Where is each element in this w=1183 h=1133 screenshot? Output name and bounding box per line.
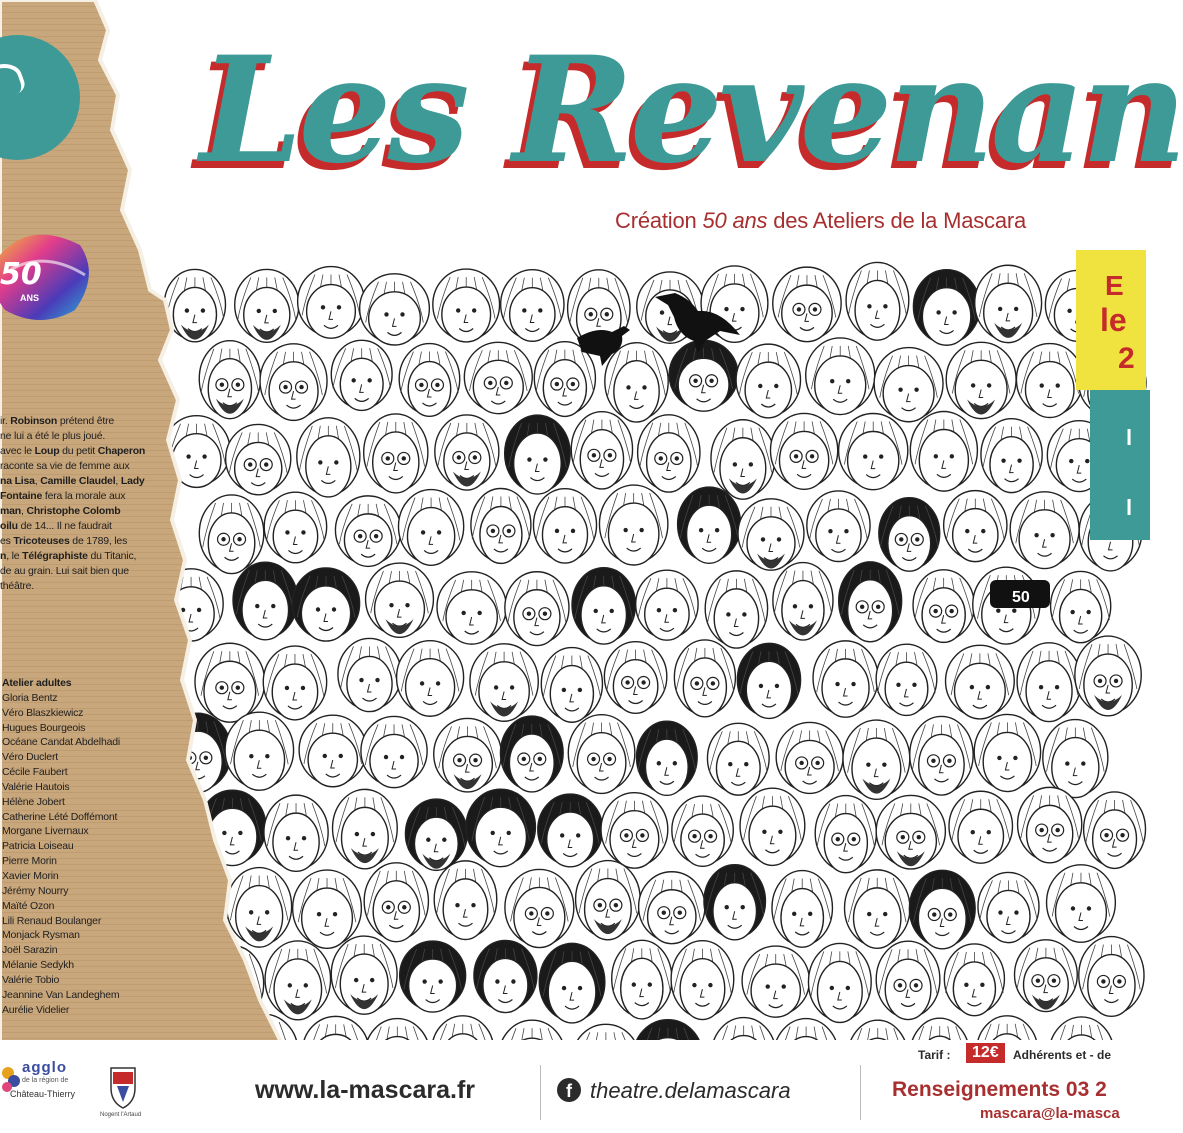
- face-drawing: [364, 414, 428, 493]
- face-drawing: [773, 563, 833, 640]
- cast-member: Lili Renaud Boulanger: [2, 914, 102, 927]
- face-drawing: [1017, 643, 1081, 722]
- face-drawing: [949, 791, 1013, 863]
- face-drawing: [843, 720, 910, 799]
- face-drawing: [400, 941, 466, 1012]
- face-drawing: [845, 870, 910, 948]
- face-drawing: [398, 490, 463, 566]
- badge-label: ANS: [20, 293, 40, 303]
- facebook-link[interactable]: theatre.delamascara: [590, 1078, 791, 1103]
- face-drawing: [740, 788, 805, 865]
- face-drawing: [397, 641, 464, 717]
- face-drawing: [1015, 940, 1078, 1012]
- face-drawing: [636, 721, 697, 795]
- face-drawing: [435, 415, 499, 490]
- face-drawing: [501, 270, 564, 342]
- face-drawing: [639, 872, 705, 944]
- face-drawing: [874, 348, 943, 422]
- face-drawing: [981, 419, 1042, 493]
- face-drawing: [361, 716, 427, 787]
- face-drawing: [807, 491, 870, 562]
- face-drawing: [1084, 792, 1146, 868]
- face-drawing: [331, 340, 392, 410]
- face-drawing: [806, 338, 875, 415]
- face-drawing: [879, 498, 940, 572]
- face-drawing: [1047, 865, 1116, 942]
- facebook-icon: f: [557, 1078, 581, 1102]
- face-drawing: [464, 342, 532, 413]
- face-drawing: [736, 344, 800, 418]
- face-drawing: [599, 485, 667, 565]
- face-drawing: [399, 344, 460, 417]
- face-drawing: [813, 641, 878, 717]
- cap-drawing: [990, 580, 1050, 608]
- face-drawing: [839, 562, 902, 642]
- divider: [860, 1065, 861, 1120]
- cast-list: [2, 676, 162, 1017]
- face-drawing: [946, 342, 1016, 418]
- contact-email[interactable]: mascara@la-masca: [980, 1105, 1120, 1122]
- face-drawing: [437, 572, 506, 644]
- crowd-illustration: [165, 250, 1133, 1060]
- face-drawing: [471, 488, 531, 563]
- face-drawing: [638, 415, 700, 492]
- face-drawing: [913, 570, 974, 643]
- face-drawing: [405, 799, 467, 870]
- face-drawing: [815, 796, 876, 873]
- face-drawing: [505, 869, 574, 947]
- date-teal-line-2: l: [1126, 495, 1133, 520]
- nogent-caption: Nogent l'Artaud: [100, 1112, 142, 1118]
- face-drawing: [913, 270, 979, 346]
- badge-number: 50: [0, 257, 42, 292]
- face-drawing: [876, 795, 945, 868]
- face-drawing: [772, 871, 832, 948]
- cast-member: Véro Duclert: [2, 751, 58, 764]
- face-drawing: [944, 944, 1004, 1016]
- face-drawing: [434, 718, 502, 792]
- face-drawing: [292, 568, 359, 641]
- face-drawing: [500, 716, 563, 792]
- face-drawing: [808, 943, 871, 1022]
- cast-member: Morgane Livernaux: [2, 825, 89, 838]
- face-drawing: [773, 267, 841, 342]
- website-link[interactable]: www.la-mascara.fr: [255, 1076, 476, 1104]
- cast-member: Aurélie Videlier: [2, 1003, 70, 1016]
- cast-member: Patricia Loiseau: [2, 840, 74, 853]
- agglo-logo: [0, 1059, 100, 1115]
- face-drawing: [876, 644, 937, 715]
- face-drawing: [293, 870, 362, 948]
- face-drawing: [776, 722, 843, 793]
- face-drawing: [335, 496, 400, 567]
- face-drawing: [974, 714, 1040, 791]
- tarif-label: Tarif :: [918, 1048, 951, 1062]
- cast-member: Maïté Ozon: [2, 899, 55, 912]
- face-drawing: [1051, 571, 1111, 642]
- show-title: Les Revenan: [200, 25, 1183, 196]
- cast-member: Gloria Bentz: [2, 691, 58, 704]
- cast-member: Cécile Faubert: [2, 766, 68, 779]
- cast-member: Véro Blaszkiewicz: [2, 706, 84, 719]
- cast-member: Monjack Rysman: [2, 929, 80, 942]
- face-drawing: [571, 412, 632, 489]
- face-drawing: [434, 861, 497, 940]
- agglo-city: Château-Thierry: [10, 1089, 76, 1099]
- cap-number: 50: [1012, 589, 1030, 606]
- face-drawing: [910, 716, 973, 795]
- face-drawing: [360, 274, 430, 345]
- face-drawing: [707, 723, 769, 795]
- cast-member: Valérie Hautois: [2, 780, 70, 793]
- cast-member: Jérémy Nourry: [2, 884, 69, 897]
- face-drawing: [338, 638, 401, 711]
- date-teal-line-1: l: [1126, 425, 1133, 450]
- face-drawing: [1043, 720, 1108, 798]
- face-drawing: [612, 940, 672, 1019]
- show-subtitle: Création 50 ans des Ateliers de la Mascara: [615, 208, 1027, 233]
- contact-phone: Renseignements 03 2: [892, 1078, 1107, 1101]
- face-drawing: [636, 570, 698, 640]
- face-drawing: [541, 648, 602, 723]
- face-drawing: [539, 943, 605, 1023]
- face-drawing: [568, 715, 635, 794]
- date-line-1: E: [1105, 270, 1124, 301]
- face-drawing: [704, 865, 766, 940]
- members-text: Adhérents et - de: [1013, 1048, 1112, 1062]
- agglo-brand: agglo: [22, 1059, 67, 1076]
- cast-member: Xavier Morin: [2, 869, 59, 882]
- face-drawing: [678, 487, 741, 563]
- face-drawing: [876, 941, 940, 1019]
- face-drawing: [466, 789, 536, 867]
- face-drawing: [366, 563, 434, 637]
- face-drawing: [297, 418, 360, 497]
- face-drawing: [946, 645, 1015, 719]
- face-drawing: [470, 644, 538, 721]
- face-drawing: [298, 267, 365, 339]
- cast-member: Hélène Jobert: [2, 795, 65, 808]
- cast-member: Hugues Bourgeois: [2, 721, 86, 734]
- face-drawing: [674, 640, 735, 717]
- cast-member: Jeannine Van Landeghem: [2, 988, 120, 1001]
- cast-member: Océane Candat Abdelhadi: [2, 736, 120, 749]
- face-drawing: [910, 412, 977, 492]
- face-drawing: [672, 796, 733, 866]
- face-drawing: [975, 265, 1042, 342]
- face-drawing: [604, 642, 666, 714]
- face-drawing: [533, 489, 596, 563]
- face-drawing: [944, 491, 1007, 562]
- face-drawing: [909, 870, 975, 948]
- face-drawing: [978, 872, 1039, 942]
- face-drawing: [1075, 636, 1141, 716]
- face-drawing: [433, 269, 500, 342]
- cast-member: Mélanie Sedykh: [2, 959, 74, 972]
- face-drawing: [737, 643, 800, 718]
- face-drawing: [839, 413, 908, 489]
- face-drawing: [705, 571, 767, 648]
- cast-member: Pierre Morin: [2, 855, 57, 868]
- face-drawing: [331, 936, 397, 1014]
- crow-icon: [572, 318, 642, 368]
- face-drawing: [671, 941, 734, 1020]
- face-drawing: [1016, 344, 1083, 418]
- nogent-crest: [100, 1062, 143, 1124]
- face-drawing: [474, 940, 537, 1012]
- crow-icon: [650, 285, 745, 355]
- face-drawing: [572, 568, 635, 644]
- date-line-3: 2: [1118, 342, 1135, 375]
- face-drawing: [505, 572, 569, 646]
- face-drawing: [576, 861, 641, 940]
- face-drawing: [770, 413, 837, 489]
- face-drawing: [738, 499, 804, 570]
- face-drawing: [711, 420, 775, 499]
- face-drawing: [505, 415, 571, 494]
- face-drawing: [742, 946, 809, 1017]
- face-drawing: [846, 262, 909, 340]
- face-drawing: [1010, 492, 1079, 569]
- anniversary-badge-icon: [0, 225, 100, 325]
- face-drawing: [1018, 787, 1082, 862]
- agglo-sub: de la région de: [22, 1077, 69, 1084]
- synopsis-text: ir. Robinson prétend être ne lui a été le plus joué. avec le Loup du petit Chaperon raconte sa vie de femme aux na Lisa, Camille Claudel, Lady Fontaine fera la morale aux man, Christophe Colomb oilu de 14... Il ne faudrait es Tricoteuses de 1789, les n, le Télégraphiste du Titanic, de au grain. Lui sait bien que théâtre.: [0, 415, 146, 592]
- face-drawing: [1079, 937, 1144, 1017]
- cast-member: Joël Sarazin: [2, 944, 58, 957]
- face-drawing: [299, 715, 366, 787]
- cast-member: Catherine Lété Doffémont: [2, 810, 118, 823]
- face-drawing: [333, 789, 398, 868]
- face-drawing: [364, 863, 428, 942]
- cast-member: Valérie Tobio: [2, 973, 60, 986]
- price-badge: 12€: [966, 1043, 1005, 1063]
- face-drawing: [538, 794, 603, 867]
- cast-heading: Atelier adultes: [2, 677, 72, 689]
- divider: [540, 1065, 541, 1120]
- face-drawing: [601, 793, 668, 868]
- date-line-2: le: [1100, 302, 1127, 338]
